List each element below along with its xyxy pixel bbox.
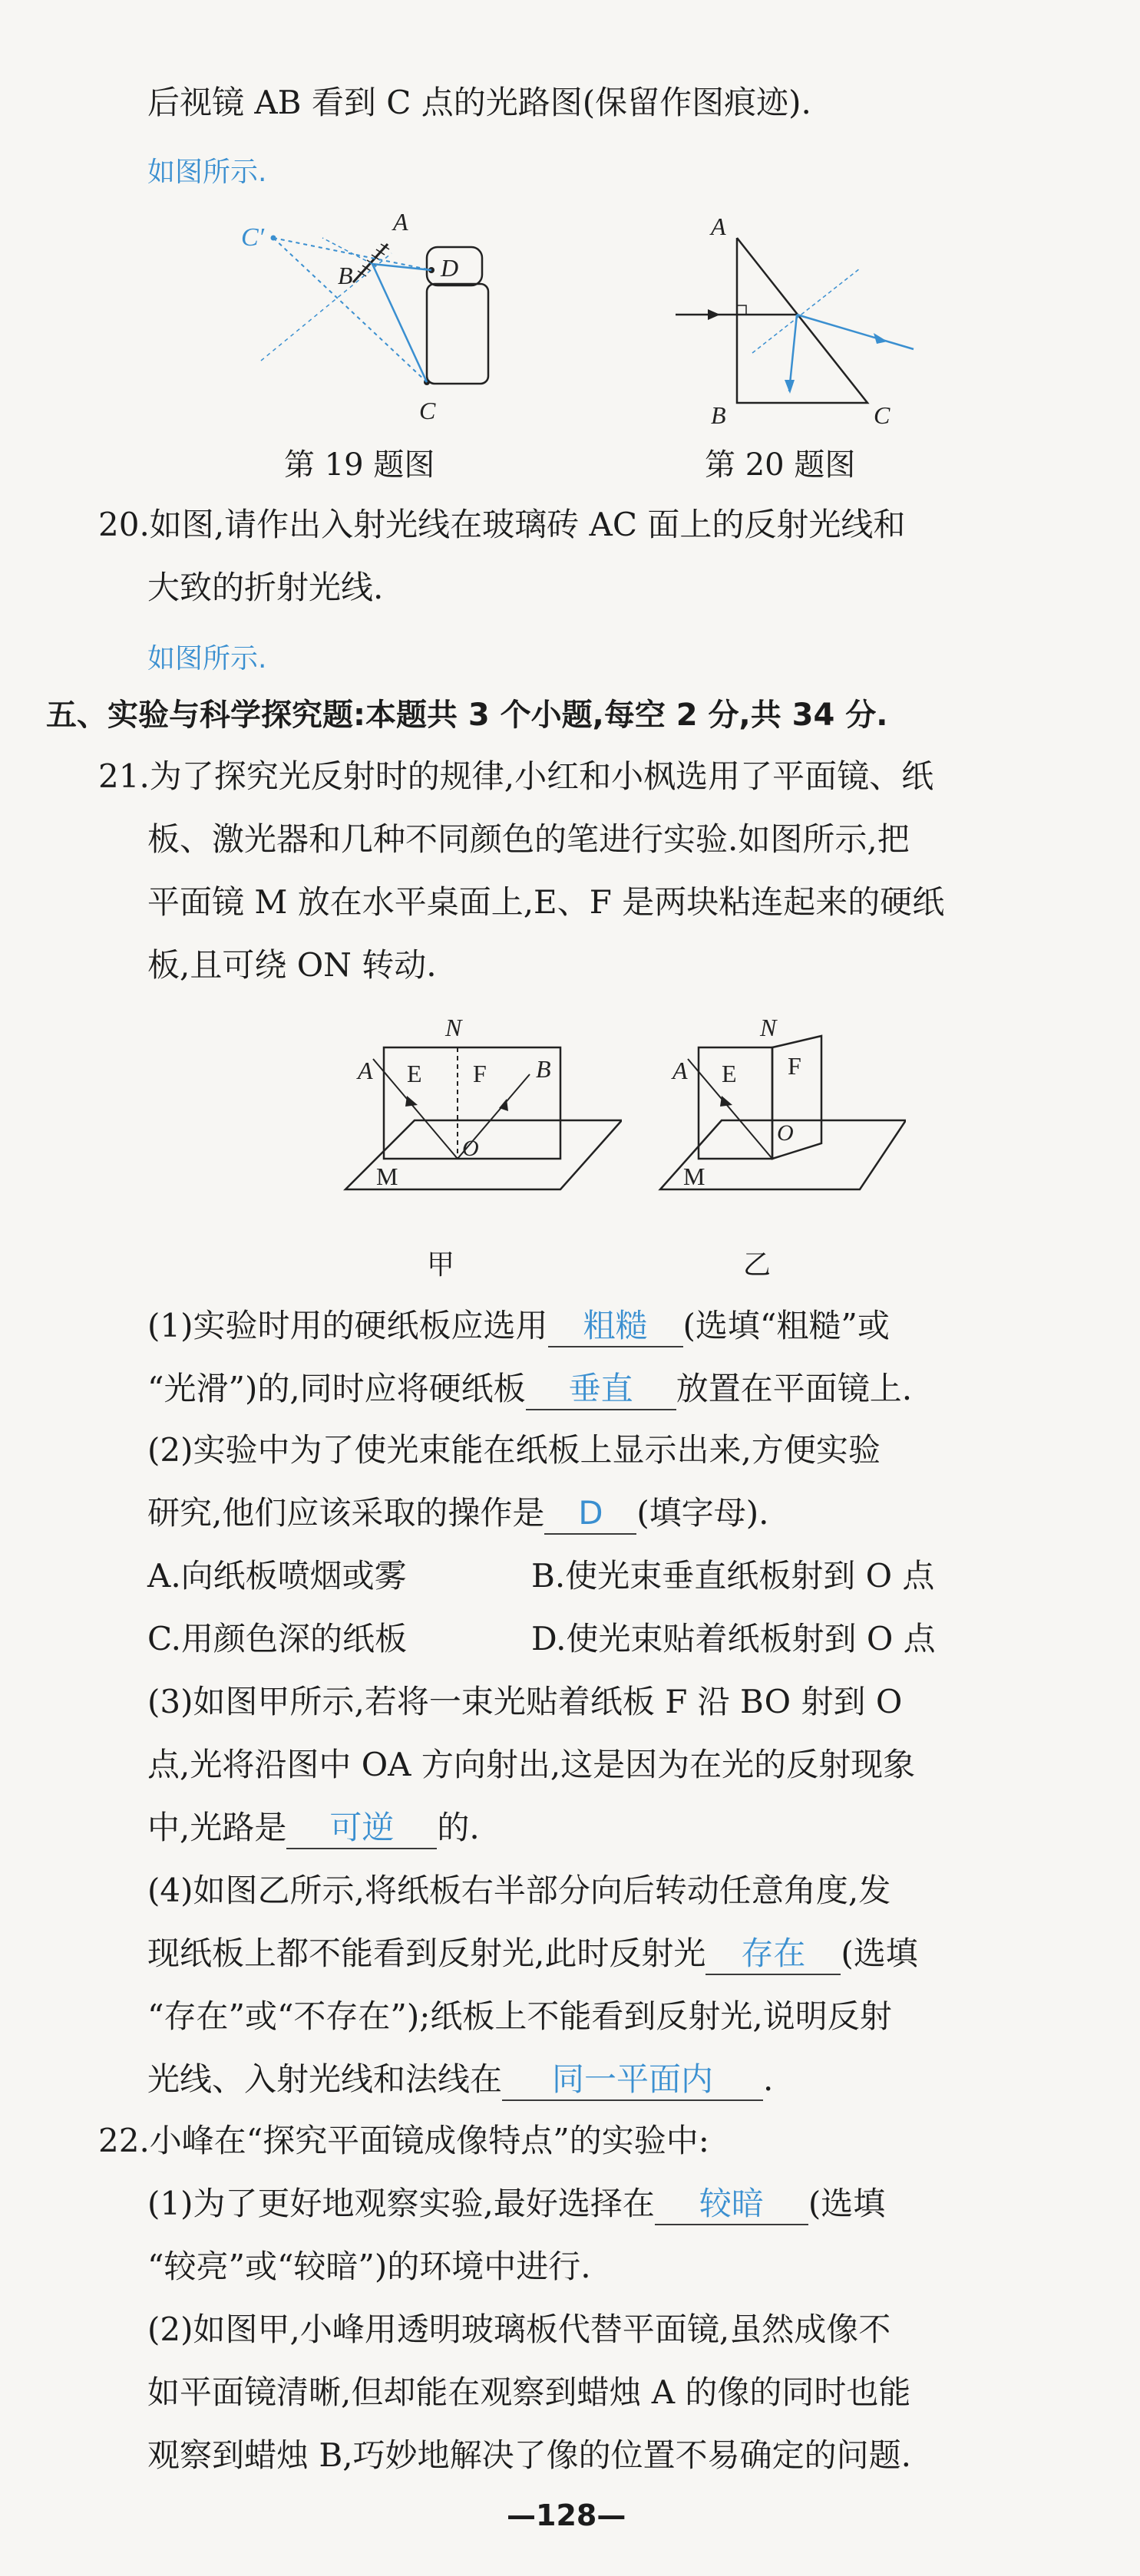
answer-blank: 较暗 — [655, 2184, 808, 2225]
q20-answer: 如图所示. — [147, 643, 267, 675]
q22-p1-line1: (1)为了更好地观察实验,最好选择在 较暗 (选填 — [147, 2182, 885, 2225]
svg-text:A: A — [672, 1057, 688, 1084]
label-c-prime: C′ — [241, 223, 265, 252]
svg-text:E: E — [407, 1060, 422, 1087]
answer-blank: D — [544, 1493, 636, 1535]
fig21-jia-caption: 甲 — [427, 1249, 455, 1281]
label-c: C — [874, 401, 891, 429]
q21-option-b: B.使光束垂直纸板射到 O 点 — [531, 1557, 935, 1595]
svg-text:F: F — [473, 1060, 487, 1087]
figure-21-jia — [330, 1013, 622, 1243]
q21-p1-line1: (1)实验时用的硬纸板应选用 粗糙 (选填“粗糙”或 — [147, 1304, 890, 1347]
label-a: A — [711, 213, 726, 240]
label-b: B — [711, 401, 726, 429]
q21-p4-line1: (4)如图乙所示,将纸板右半部分向后转动任意角度,发 — [147, 1872, 891, 1909]
svg-text:O: O — [462, 1136, 479, 1161]
answer-blank: 粗糙 — [548, 1306, 683, 1347]
q21-p3-line3: 中,光路是 可逆 的. — [147, 1806, 480, 1849]
figure-19 — [230, 207, 537, 437]
q22-p1-line2: “较亮”或“较暗”)的环境中进行. — [147, 2248, 591, 2285]
q21-p2-line2: 研究,他们应该采取的操作是 D (填字母). — [147, 1492, 768, 1535]
figure-20 — [676, 207, 967, 445]
answer-blank: 垂直 — [526, 1369, 676, 1410]
q20-text-line2: 大致的折射光线. — [147, 569, 384, 606]
fig20-caption: 第 20 题图 — [705, 447, 856, 483]
q22-p2-line3: 观察到蜡烛 B,巧妙地解决了像的位置不易确定的问题. — [147, 2436, 911, 2474]
q21-option-d: D.使光束贴着纸板射到 O 点 — [531, 1620, 936, 1657]
fig19-caption: 第 19 题图 — [284, 447, 435, 483]
svg-text:B: B — [536, 1055, 551, 1083]
svg-text:M: M — [683, 1163, 705, 1190]
svg-text:A: A — [358, 1057, 373, 1084]
fig21-yi-caption: 乙 — [743, 1249, 772, 1281]
answer-blank: 可逆 — [286, 1808, 437, 1849]
answer-blank: 存在 — [705, 1934, 841, 1975]
figure-21-yi — [645, 1013, 906, 1243]
q21-p4-line4: 光线、入射光线和法线在 同一平面内 . — [147, 2058, 773, 2101]
q21-p3-line1: (3)如图甲所示,若将一束光贴着纸板 F 沿 BO 射到 O — [147, 1683, 903, 1720]
q21-text-line4: 板,且可绕 ON 转动. — [147, 946, 437, 984]
svg-text:N: N — [760, 1014, 777, 1041]
label-d: D — [441, 254, 459, 282]
q21-p3-line2: 点,光将沿图中 OA 方向射出,这是因为在光的反射现象 — [147, 1746, 916, 1783]
q21-text-line1: 21.为了探究光反射时的规律,小红和小枫选用了平面镜、纸 — [98, 757, 934, 795]
q21-option-a: A.向纸板喷烟或雾 — [147, 1557, 407, 1595]
q19-answer: 如图所示. — [147, 157, 267, 188]
label-b: B — [338, 262, 353, 289]
q21-p4-line2: 现纸板上都不能看到反射光,此时反射光 存在 (选填 — [147, 1932, 918, 1975]
q21-p2-line1: (2)实验中为了使光束能在纸板上显示出来,方便实验 — [147, 1431, 881, 1469]
q19-text-line: 后视镜 AB 看到 C 点的光路图(保留作图痕迹). — [147, 84, 811, 121]
q21-option-c: C.用颜色深的纸板 — [147, 1620, 407, 1657]
q21-text-line3: 平面镜 M 放在水平桌面上,E、F 是两块粘连起来的硬纸 — [147, 883, 945, 921]
svg-text:F: F — [788, 1052, 801, 1080]
q22-p2-line1: (2)如图甲,小峰用透明玻璃板代替平面镜,虽然成像不 — [147, 2310, 891, 2348]
answer-blank: 同一平面内 — [502, 2060, 763, 2101]
section5-title: 五、实验与科学探究题:本题共 3 个小题,每空 2 分,共 34 分. — [46, 698, 888, 733]
q21-p1-line2: “光滑”)的,同时应将硬纸板 垂直 放置在平面镜上. — [147, 1367, 912, 1410]
svg-text:O: O — [777, 1120, 794, 1146]
q22-text-line1: 22.小峰在“探究平面镜成像特点”的实验中: — [98, 2122, 709, 2159]
q21-text-line2: 板、激光器和几种不同颜色的笔进行实验.如图所示,把 — [147, 820, 910, 858]
svg-text:N: N — [445, 1014, 462, 1041]
label-c: C — [419, 397, 436, 424]
page-number: —128— — [507, 2498, 626, 2532]
q21-p4-line3: “存在”或“不存在”);纸板上不能看到反射光,说明反射 — [147, 1997, 892, 2035]
svg-text:M: M — [376, 1163, 398, 1190]
q22-p2-line2: 如平面镜清晰,但却能在观察到蜡烛 A 的像的同时也能 — [147, 2373, 911, 2411]
label-a: A — [393, 208, 408, 236]
svg-text:E: E — [722, 1060, 737, 1087]
q20-text-line1: 20.如图,请作出入射光线在玻璃砖 AC 面上的反射光线和 — [98, 506, 906, 543]
